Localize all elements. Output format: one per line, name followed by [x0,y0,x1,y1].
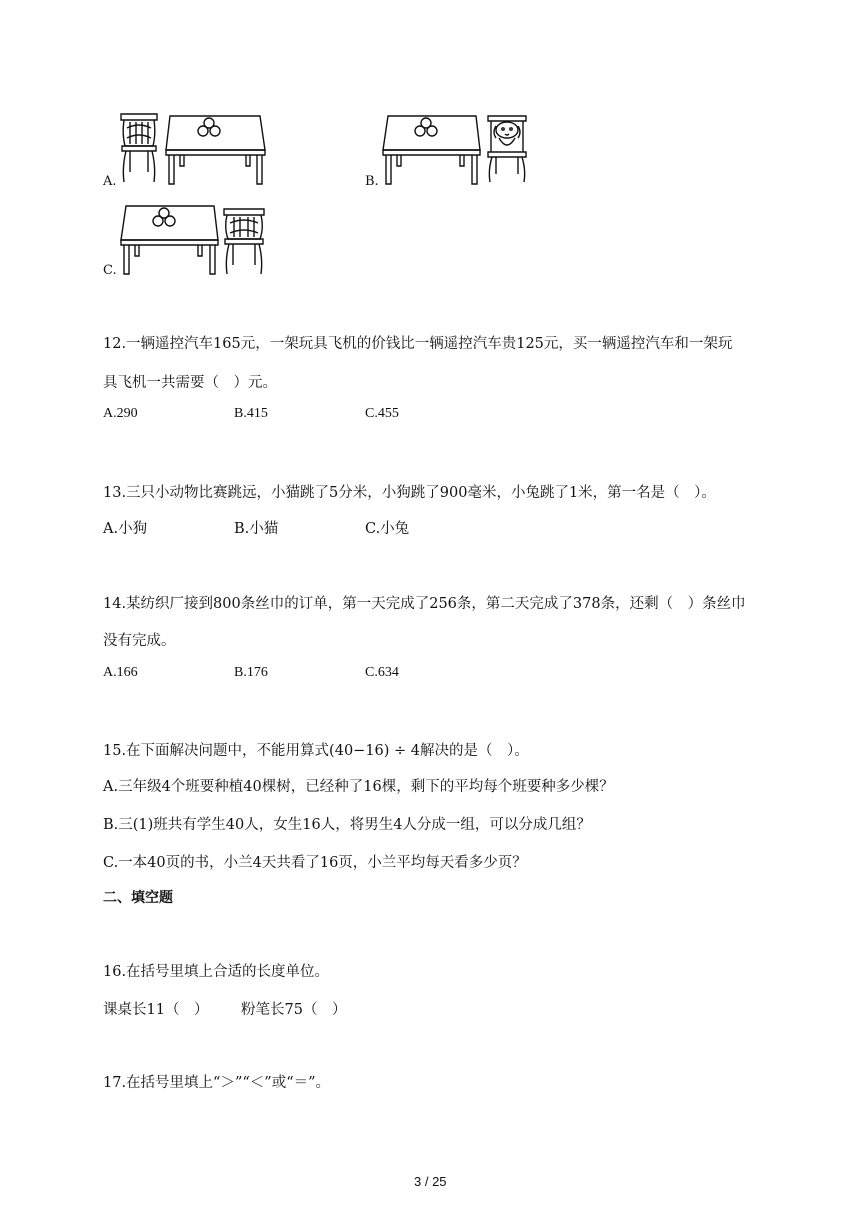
question-14-stem-line1: 14.某纺织厂接到800条丝巾的订单，第一天完成了256条，第二天完成了378条，还剩（ ）条丝巾 [103,596,746,612]
question-12-option-c: C.455 [365,406,399,421]
question-15-option-c: C.一本40页的书，小兰4天共看了16页，小兰平均每天看多少页？ [103,855,527,871]
question-12-option-b: B.415 [234,406,268,421]
question-13-option-b: B.小猫 [234,521,279,537]
option-c-label: C. [103,263,117,278]
question-16-stem: 16.在括号里填上合适的长度单位。 [103,964,330,980]
question-15-stem: 15.在下面解决问题中，不能用算式(40−16) ÷ 4解决的是（ ）。 [103,743,529,759]
question-14-option-a: A.166 [103,665,138,680]
question-13-option-a: A.小狗 [103,521,148,537]
question-12-option-a: A.290 [103,406,138,421]
question-14-option-b: B.176 [234,665,268,680]
page-number: 3 / 25 [414,1174,447,1189]
question-12-stem-line2: 具飞机一共需要（ ）元。 [103,375,277,391]
question-13-stem: 13.三只小动物比赛跳远，小猫跳了5分米，小狗跳了900毫米，小兔跳了1米，第一名是（ ）。 [103,485,716,501]
option-b-figure [380,112,530,187]
option-b-label: B. [365,174,379,189]
question-16-item-desk: 课桌长11（ ） [103,1002,209,1018]
question-15-option-b: B.三(1)班共有学生40人，女生16人，将男生4人分成一组，可以分成几组？ [103,817,591,833]
section-title-fill-in: 二、填空题 [103,890,173,906]
option-c-figure [118,203,268,278]
question-13-option-c: C.小兔 [365,521,410,537]
question-16-item-chalk: 粉笔长75（ ） [241,1002,347,1018]
question-14-stem-line2: 没有完成。 [103,633,176,649]
question-12-stem-line1: 12.一辆遥控汽车165元，一架玩具飞机的价钱比一辆遥控汽车贵125元，买一辆遥控汽车和一架玩 [103,336,733,352]
option-a-figure [118,112,268,187]
question-17-stem: 17.在括号里填上“＞”“＜”或“＝”。 [103,1075,331,1091]
question-15-option-a: A.三年级4个班要种植40棵树，已经种了16棵，剩下的平均每个班要种多少棵？ [103,779,614,795]
question-14-option-c: C.634 [365,665,399,680]
option-a-label: A. [103,174,117,189]
